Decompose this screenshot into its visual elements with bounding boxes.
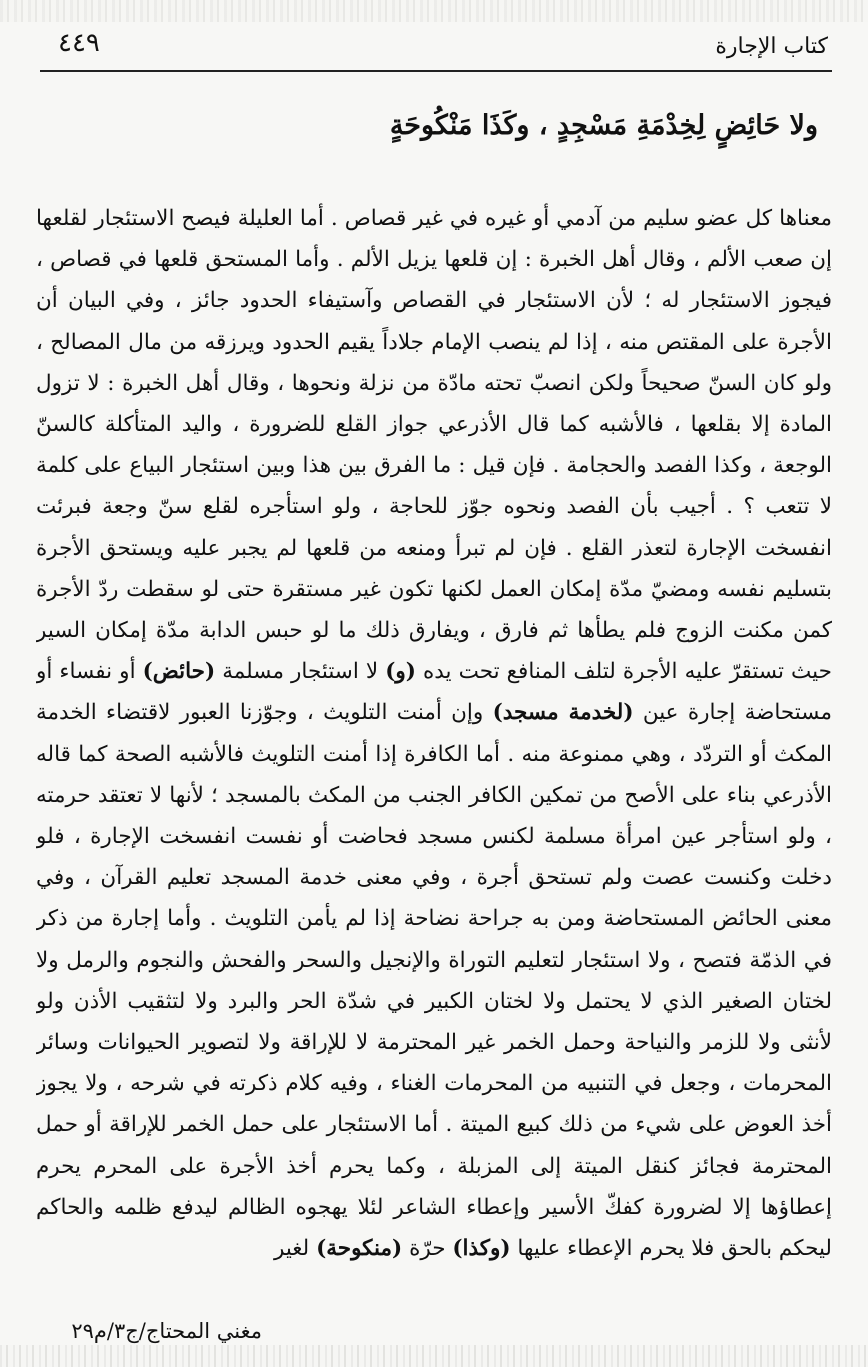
commentary-segment: حرّة: [409, 1236, 446, 1262]
running-head: كتاب الإجارة: [715, 34, 828, 59]
page-number: ٤٤٩: [58, 28, 100, 58]
matn-keyword: (وكذا): [452, 1236, 511, 1262]
matn-keyword: (لخدمة مسجد): [492, 700, 634, 726]
commentary-text: [36, 198, 832, 1278]
scan-bottom-edge: [0, 1345, 868, 1367]
commentary-segment: لغير: [273, 1236, 310, 1262]
commentary-segment: معناها كل عضو سليم من آدمي أو غيره في غير قصاص . أما العليلة فيصح الاستئجار لقلعها إن صعب الألم ، وقال أهل الخبرة : إن قلعها يزيل الألم . وأما المستحق قلعها في قصاص ، فيجوز الاستئجار له ؛ لأن الاستئجار في القصاص وآستيفاء الحدود جائز ، وفي البيان أن الأجرة على المقتص منه ، إذا لم ينصب الإمام جلاداً يقيم الحدود ويرزقه من مال المصالح ، ولو كان السنّ صحيحاً ولكن انصبّ تحته مادّة من نزلة ونحوها ، وقال أهل الخبرة : لا تزول المادة إلا بقلعها ، فالأشبه كما قال الأذرعي جواز القلع للضرورة ، واليد المتأكلة كالسنّ الوجعة ، وكذا الفصد والحجامة . فإن قيل : ما الفرق بين هذا وبين استئجار البياع على كلمة لا تتعب ؟ . أجيب بأن الفصد ونحوه جوّز للحاجة ، ولو استأجره لقلع سنّ وجعة فبرئت انفسخت الإجارة لتعذر القلع . فإن لم تبرأ ومنعه من قلعها لم يجبر عليه ويستحق الأجرة بتسليم نفسه ومضيّ مدّة إمكان العمل لكنها تكون غير مستقرة حتى لو سقطت ردّ الأجرة كمن مكنت الزوج فلم يطأها ثم فارق ، ويفارق ذلك ما لو حبس الدابة مدّة إمكان السير حيث تستقرّ عليه الأجرة لتلف المنافع تحت يده: [36, 206, 832, 685]
matn-keyword: (و): [385, 659, 416, 685]
header-rule: [40, 70, 832, 72]
commentary-segment: وإن أمنت التلويث ، وجوّزنا العبور لاقتضاء الخدمة المكث أو التردّد ، وهي ممنوعة منه . أما الكافرة إذا أمنت التلويث فالأشبه الصحة كما قاله الأذرعي بناء على الأصح من تمكين الكافر الجنب من المكث بالمسجد ؛ لأنها لا تعتقد حرمته ، ولو استأجر عين امرأة مسلمة لكنس مسجد فحاضت أو نفست انفسخت الإجارة ، فلو دخلت وكنست عصت ولم تستحق أجرة ، وفي معنى خدمة المسجد تعليم القرآن ، وفي معنى الحائض المستحاضة ومن به جراحة نضاحة إذا لم يأمن التلويث . وأما إجارة من ذكر في الذمّة فتصح ، ولا استئجار لتعليم التوراة والإنجيل والسحر والفحش والنجوم والرمل ولا لختان الصغير الذي لا يحتمل ولا لختان الكبير في شدّة الحر والبرد ولا لتثقيب الأذن ولو لأنثى ولا للزمر والنياحة وحمل الخمر غير المحترمة لا للإراقة ولا لتصوير الحيوانات وسائر المحرمات ، وجعل في التنبيه من المحرمات الغناء ، وفيه كلام ذكرته في شرحه ، ولا يجوز أخذ العوض على شيء من ذلك كبيع الميتة . أما الاستئجار على حمل الخمر للإراقة أو حمل المحترمة فجائز كنقل الميتة إلى المزبلة ، وكما يحرم أخذ الأجرة على المحرم يحرم إعطاؤها إلا لضرورة كفكّ الأسير وإعطاء الشاعر لئلا يهجوه الظالم ليدفع ظلمه والحاكم ليحكم بالحق فلا يحرم الإعطاء عليها: [36, 700, 832, 1262]
matn-keyword: (منكوحة): [316, 1236, 403, 1262]
footer-signature: مغني المحتاج/ج٣/م٢٩: [71, 1319, 262, 1343]
commentary-segment: أو نفساء أو مستحاضة إجارة عين: [36, 659, 832, 726]
matn-keyword: (حائض): [142, 659, 216, 685]
scan-top-edge: [0, 0, 868, 22]
matn-line: ولا حَائِضٍ لِخِدْمَةِ مَسْجِدٍ ، وكَذَا مَنْكُوحَةٍ: [389, 110, 818, 141]
commentary-segment: لا استئجار مسلمة: [222, 659, 379, 685]
